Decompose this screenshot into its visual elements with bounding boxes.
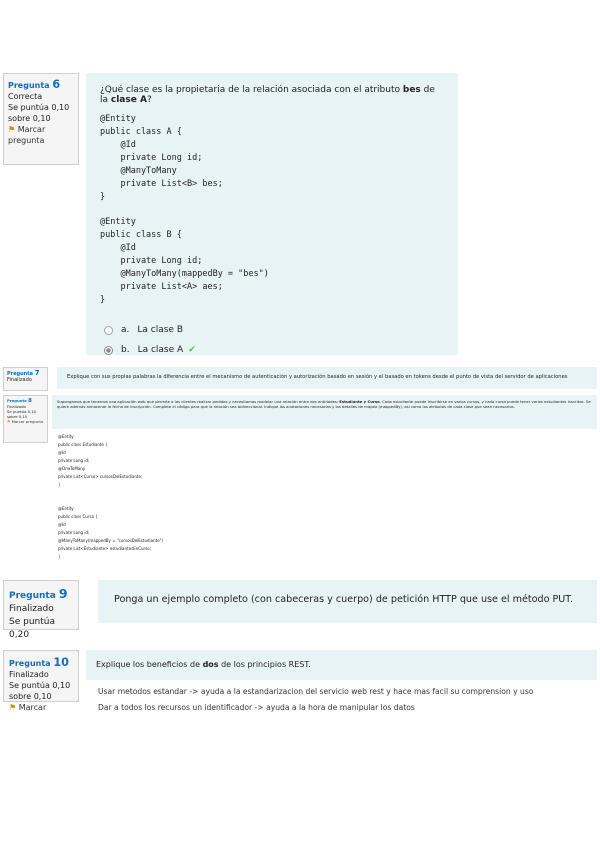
q6-status: Correcta (8, 92, 43, 101)
q10-status: Finalizado (9, 670, 49, 679)
q8-score: Se puntúa 0,10 sobre 0,10 (7, 409, 37, 419)
q6-score: Se puntúa 0,10 sobre 0,10 (8, 103, 70, 123)
radio-button[interactable] (104, 326, 113, 335)
q6-option-b[interactable]: b. La clase A ✔ (104, 345, 444, 355)
q9-score: Se puntúa 0,20 (9, 617, 55, 640)
q6-prompt: ¿Qué clase es la propietaria de la relación asociada con el atributo bes de la clase A? (100, 85, 435, 105)
q7-info-box (3, 367, 48, 391)
flag-icon: ⚑ (8, 125, 16, 134)
q8-answer-code-2: @Entity public class Curso { @Id private Long id; @ManyToMany(mappedBy = "cursosDelEstudiante") private List<Estudiante> estudiantesEnCurso; } (58, 506, 164, 559)
q7-prompt: Explique con sus propias palabras la diferencia entre el mecanismo de autenticación y autorización basado en sesión y el basado en tokens desde el punto de vista del servidor de aplicaciones (67, 374, 568, 380)
q6-flag-question[interactable]: ⚑ Marcar pregunta (8, 125, 46, 145)
correct-check-icon: ✔ (188, 345, 196, 355)
q7-number: Pregunta 7 (7, 369, 40, 377)
q7-status: Finalizado (7, 377, 32, 383)
q8-number: Pregunta 8 (7, 398, 32, 404)
q10-number: Pregunta 10 (9, 656, 69, 669)
q9-number: Pregunta 9 (9, 586, 68, 601)
q8-answer-code-1: @Entity public class Estudiante { @Id private Long id; @OneToMany private List<Curso> cursosDelEstudiante; } (58, 434, 143, 487)
flag-icon: ⚑ (7, 419, 11, 424)
radio-button-selected[interactable] (104, 346, 113, 355)
q10-answer-line-2: Dar a todos los recursos un identificador -> ayuda a la hora de manipular los datos (98, 703, 415, 712)
q10-score: Se puntúa 0,10 sobre 0,10 (9, 681, 71, 701)
q10-info-box (3, 650, 79, 712)
q6-content (86, 73, 458, 355)
q8-info-box (3, 395, 48, 443)
q10-answer-line-1: Usar metodos estandar -> ayuda a la estandarizacion del servicio web rest y hace mas facil su comprension y uso (98, 687, 534, 696)
q6-info-box (3, 73, 79, 165)
q8-prompt-box: Supongamos que tenemos una aplicación web que permite a los clientes realizar pedidos y necesitamos modelar una relación entre dos entidades: Estudiante y Curso. Cada estudiante puede inscribirse en varios cursos, y cada curso puede tener varios estudiantes inscritos. Se quiere además almacenar la fecha de inscripción. Complete el código para que la relación sea bidireccional. Indique las anotaciones necesarias y los detalles de mapeo (mappedBy), así como los atributos de cada clase que sean necesarios. (52, 395, 597, 429)
q8-flag-question[interactable]: ⚑ Marcar pregunta (7, 419, 44, 424)
q9-info-box (3, 580, 79, 640)
q6-options (100, 325, 444, 355)
q6-code-class-a: @Entity public class A { @Id private Long id; @ManyToMany private List<B> bes; } (100, 114, 223, 202)
q7-content (57, 367, 597, 389)
q10-answer (86, 680, 597, 719)
q8-status: Finalizado (7, 404, 26, 409)
q9-status: Finalizado (9, 604, 54, 614)
q9-prompt: Ponga un ejemplo completo (con cabeceras y cuerpo) de petición HTTP que use el método PUT. (114, 594, 574, 605)
q6-number: Pregunta 6 (8, 78, 61, 91)
q6-code-class-b: @Entity public class B { @Id private Long id; @ManyToMany(mappedBy = "bes") private List<A> aes; } (100, 217, 269, 305)
q9-content (98, 580, 597, 623)
q10-prompt-box: Explique los beneficios de dos de los principios REST. (86, 650, 597, 680)
q6-option-a[interactable]: a. La clase B (104, 325, 444, 335)
q10-flag-question[interactable]: ⚑ Marcar (9, 703, 47, 712)
flag-icon: ⚑ (9, 703, 17, 712)
q10-content-wrapper (86, 650, 597, 712)
q8-content-wrapper (52, 395, 597, 576)
